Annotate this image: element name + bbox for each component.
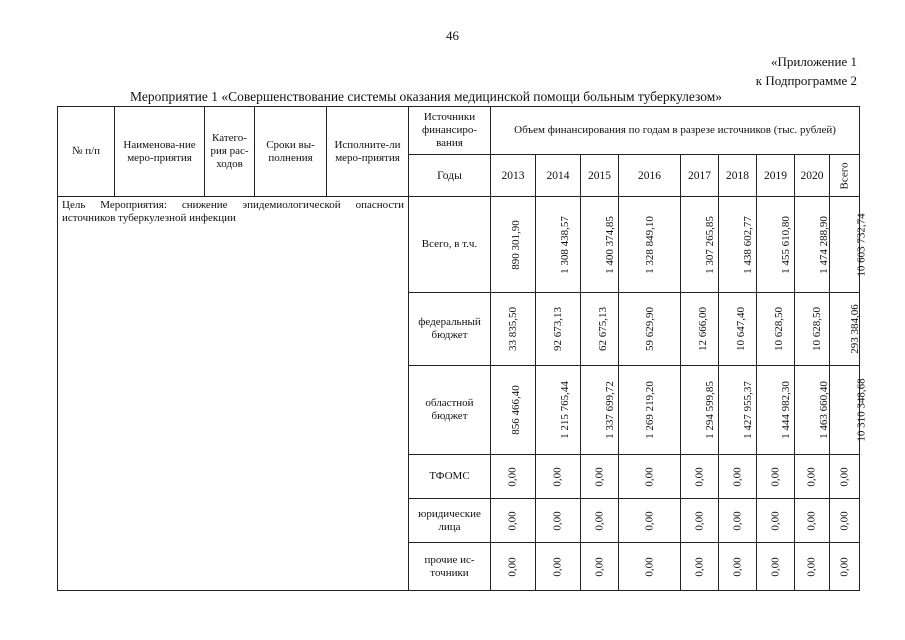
value-cell: 10 628,50 xyxy=(773,307,785,351)
value-cell: 0,00 xyxy=(643,556,656,577)
header-executor: Исполните-ли меро-приятия xyxy=(327,107,409,197)
value-cell: 1 427 955,37 xyxy=(741,381,754,439)
value-cell: 1 215 765,44 xyxy=(558,381,571,439)
value-cell: 0,00 xyxy=(693,556,706,577)
value-cell: 0,00 xyxy=(593,556,606,577)
goal-text: Цель Мероприятия: снижение эпидемиологической опасности источников туберкулезной инфекции xyxy=(58,197,409,591)
header-year: 2015 xyxy=(581,155,619,197)
header-years-label: Годы xyxy=(409,155,491,197)
source-label: прочие ис-точники xyxy=(409,543,491,591)
source-label: федеральный бюджет xyxy=(409,293,491,366)
value-cell: 0,00 xyxy=(552,510,564,531)
value-cell: 0,00 xyxy=(731,510,744,531)
total-cell: 0,00 xyxy=(838,556,851,577)
header-volume: Объем финансирования по годам в разрезе источников (тыс. рублей) xyxy=(491,107,860,155)
header-sources: Источники финансиро-вания xyxy=(409,107,491,155)
value-cell: 0,00 xyxy=(593,510,606,531)
value-cell: 92 673,13 xyxy=(552,307,564,351)
value-cell: 1 328 849,10 xyxy=(643,215,656,274)
value-cell: 0,00 xyxy=(643,466,656,487)
value-cell: 1 438 602,77 xyxy=(741,215,754,274)
header-total-label: Всего xyxy=(838,162,851,189)
source-label: ТФОМС xyxy=(409,455,491,499)
total-cell: 293 384,06 xyxy=(848,304,861,354)
value-cell: 1 474 288,90 xyxy=(817,215,830,274)
value-cell: 1 400 374,85 xyxy=(603,215,616,274)
total-cell: 10 310 348,68 xyxy=(855,378,868,442)
value-cell: 1 337 699,72 xyxy=(603,381,616,439)
header-name: Наименова-ние меро-приятия xyxy=(115,107,205,197)
value-cell: 12 666,00 xyxy=(697,307,709,351)
header-year: 2019 xyxy=(757,155,795,197)
header-year: 2013 xyxy=(491,155,536,197)
subprogram-label: к Подпрограмме 2 xyxy=(755,73,857,88)
header-total xyxy=(830,155,860,197)
value-cell: 890 301,90 xyxy=(509,219,522,270)
header-year: 2014 xyxy=(536,155,581,197)
value-cell: 0,00 xyxy=(552,556,564,577)
value-cell: 1 463 660,40 xyxy=(817,381,830,439)
total-cell: 0,00 xyxy=(838,466,851,487)
value-cell: 0,00 xyxy=(769,466,782,487)
value-cell: 0,00 xyxy=(552,466,564,487)
value-cell: 0,00 xyxy=(507,466,519,487)
value-cell: 59 629,90 xyxy=(643,307,656,351)
value-cell: 62 675,13 xyxy=(597,307,609,351)
value-cell: 0,00 xyxy=(643,510,656,531)
value-cell: 10 628,50 xyxy=(811,307,823,351)
value-cell: 0,00 xyxy=(806,556,818,577)
source-label: областной бюджет xyxy=(409,366,491,455)
header-year: 2017 xyxy=(681,155,719,197)
appendix-label: «Приложение 1 xyxy=(770,54,857,69)
header-terms: Сроки вы-полнения xyxy=(255,107,327,197)
source-label: юридические лица xyxy=(409,499,491,543)
value-cell: 0,00 xyxy=(507,510,519,531)
header-year: 2016 xyxy=(619,155,681,197)
total-cell: 0,00 xyxy=(838,510,851,531)
value-cell: 856 466,40 xyxy=(509,385,522,435)
value-cell: 1 307 265,85 xyxy=(703,215,716,274)
value-cell: 1 444 982,30 xyxy=(779,381,792,439)
event-title: Мероприятие 1 «Совершенствование системы оказания медицинской помощи больным туберкулезом» xyxy=(130,89,723,104)
value-cell: 1 308 438,57 xyxy=(558,215,571,274)
header-num: № п/п xyxy=(58,107,115,197)
total-cell: 10 603 732,74 xyxy=(855,212,868,277)
value-cell: 0,00 xyxy=(731,556,744,577)
source-label: Всего, в т.ч. xyxy=(409,197,491,293)
value-cell: 0,00 xyxy=(769,510,782,531)
value-cell: 0,00 xyxy=(693,466,706,487)
value-cell: 1 294 599,85 xyxy=(703,381,716,439)
value-cell: 0,00 xyxy=(731,466,744,487)
value-cell: 1 455 610,80 xyxy=(779,215,792,274)
header-category: Катего-рия рас-ходов xyxy=(205,107,255,197)
value-cell: 33 835,50 xyxy=(507,307,519,351)
value-cell: 0,00 xyxy=(806,510,818,531)
value-cell: 10 647,40 xyxy=(735,307,747,351)
financing-table xyxy=(57,106,868,591)
page-number: 46 xyxy=(446,28,459,43)
value-cell: 0,00 xyxy=(693,510,706,531)
header-year: 2020 xyxy=(795,155,830,197)
value-cell: 0,00 xyxy=(593,466,606,487)
header-year: 2018 xyxy=(719,155,757,197)
value-cell: 0,00 xyxy=(507,556,519,577)
table-row xyxy=(58,197,860,293)
value-cell: 1 269 219,20 xyxy=(643,381,656,439)
value-cell: 0,00 xyxy=(769,556,782,577)
value-cell: 0,00 xyxy=(806,466,818,487)
